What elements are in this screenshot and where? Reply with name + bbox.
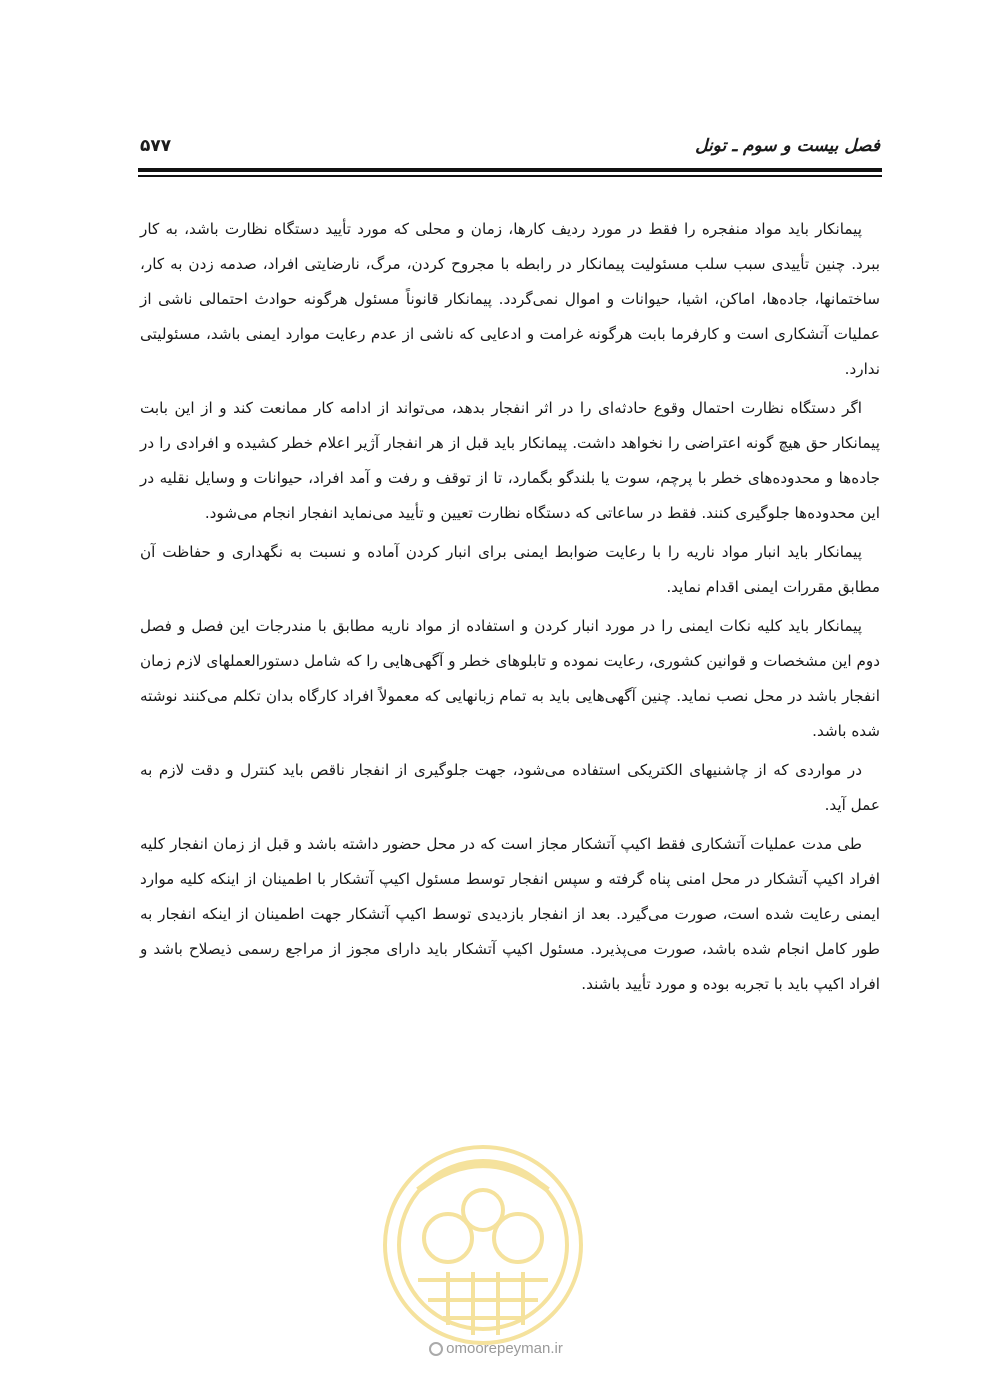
chapter-title: فصل بیست و سوم ـ تونل (695, 136, 880, 156)
paragraph-5: در مواردی که از چاشنیهای الکتریکی استفاده می‌شود، جهت جلوگیری از انفجار ناقص باید کنترل و دقت لازم به عمل آید. (140, 761, 880, 814)
paragraph-2: اگر دستگاه نظارت احتمال وقوع حادثه‌ای را در اثر انفجار بدهد، می‌تواند از ادامه کار ممانعت کند و از این بابت پیمانکار حق هیچ گونه اعتراضی را نخواهد داشت. پیمانکار باید قبل از هر انفجار آژیر اعلام خطر کشیده و افرادی را در جاده‌ها و محدوده‌های خطر با پرچم، سوت یا بلندگو بگمارد، تا از توقف و رفت و آمد افراد، حیوانات و وسایل نقلیه در این محدوده‌ها جلوگیری کنند. فقط در ساعاتی که دستگاه نظارت تعیین و تأیید می‌نماید انفجار انجام می‌شود. (140, 399, 880, 522)
paragraph-3: پیمانکار باید انبار مواد ناریه را با رعایت ضوابط ایمنی برای انبار کردن آماده و نسبت به نگهداری و حفاظت آن مطابق مقررات ایمنی اقدام نماید. (140, 543, 880, 596)
paragraph-6: طی مدت عملیات آتشکاری فقط اکیپ آتشکار مجاز است که در محل حضور داشته باشد و قبل از زمان انفجار کلیه افراد اکیپ آتشکار در محل امنی پناه گرفته و سپس انفجار توسط مسئول اکیپ آتشکار با اطمینان از اینکه کلیه موارد ایمنی رعایت شده است، صورت می‌گیرد. بعد از انفجار بازدیدی توسط اکیپ آتشکار جهت اطمینان از اینکه انفجار به طور کامل انجام شده باشد، صورت می‌پذیرد. مسئول اکیپ آتشکار باید دارای مجوز از مراجع رسمی ذیصلاح باشد و افراد اکیپ باید با تجربه بوده و مورد تأیید باشند. (140, 835, 880, 993)
paragraph-4: پیمانکار باید کلیه نکات ایمنی را در مورد انبار کردن و استفاده از مواد ناریه مطابق با مندرجات این فصل و فصل دوم این مشخصات و قوانین کشوری، رعایت نموده و تابلوهای خطر و آگهی‌هایی را که شامل دستورالعملهای لازم زمان انفجار باشد در محل نصب نماید. چنین آگهی‌هایی باید به تمام زبانهایی که معمولاً افراد کارگاه بدان تکلم می‌کنند نوشته شده باشد. (140, 617, 880, 740)
at-icon (429, 1342, 443, 1356)
watermark-url (0, 1340, 992, 1357)
paragraph-1: پیمانکار باید مواد منفجره را فقط در مورد ردیف کارها، زمان و محلی که مورد تأیید دستگاه نظارت باشد، به کار ببرد. چنین تأییدی سبب سلب مسئولیت پیمانکار در رابطه با مجروح کردن، مرگ، نارضایتی افراد، صدمه زدن به کار، ساختمانها، جاده‌ها، اماکن، اشیا، حیوانات و اموال نمی‌گردد. پیمانکار قانوناً مسئول هرگونه حوادث احتمالی ناشی از عملیات آتشکاری است و کارفرما بابت هرگونه غرامت و ادعایی که ناشی از عدم رعایت موارد ایمنی باشد، مسئولیتی ندارد. (140, 220, 880, 378)
omoorepeyman-seal-icon (378, 1140, 588, 1350)
header-rule-thick (138, 168, 882, 172)
header-rule-thin (138, 175, 882, 177)
page-header (140, 126, 880, 166)
page-number: ۵۷۷ (140, 136, 172, 156)
body-text (140, 212, 880, 1006)
watermark-url-text: omoorepeyman.ir (446, 1340, 563, 1357)
